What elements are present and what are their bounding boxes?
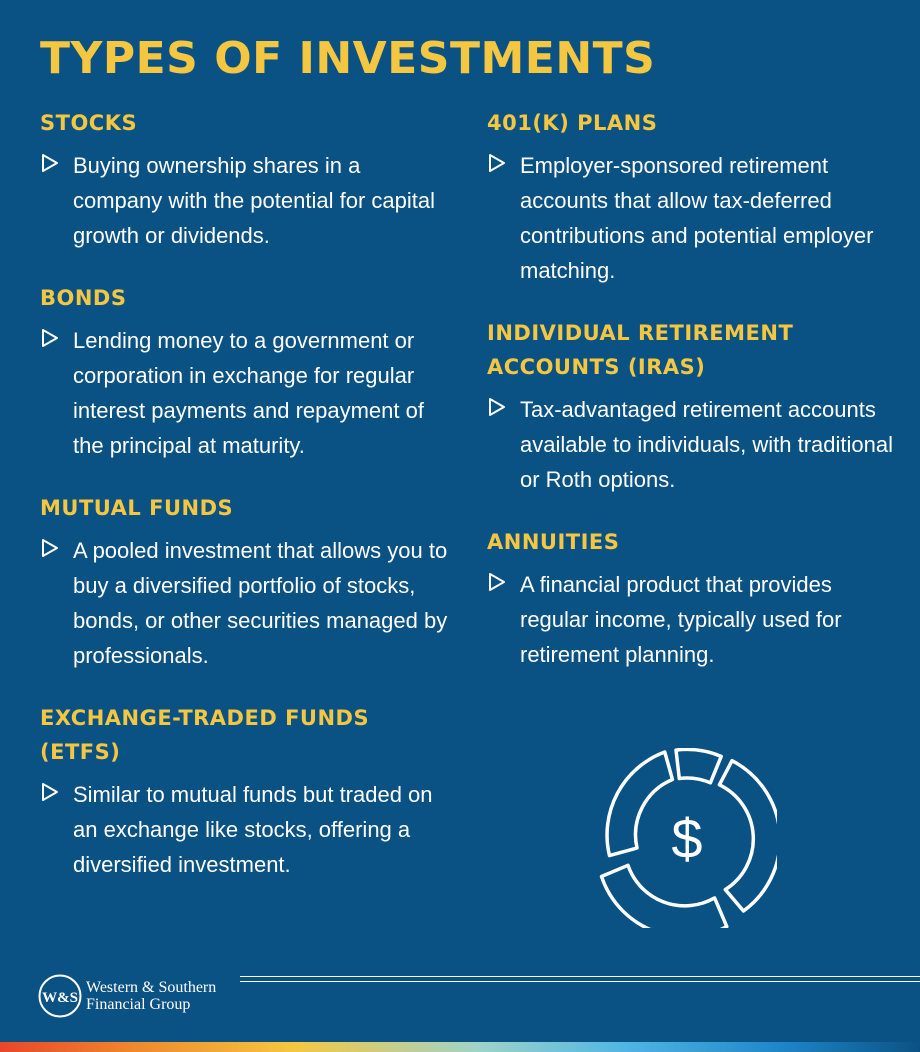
section-text: Buying ownership shares in a company with the potential for capital growth or dividends. bbox=[73, 153, 435, 248]
section-heading: EXCHANGE-TRADED FUNDS (ETFS) bbox=[40, 706, 370, 764]
list-item bbox=[40, 533, 450, 673]
section-etfs bbox=[40, 701, 450, 882]
section-iras bbox=[487, 316, 902, 497]
triangle-bullet-icon bbox=[41, 538, 59, 558]
section-heading: 401(K) PLANS bbox=[487, 111, 658, 135]
list-item bbox=[40, 148, 450, 253]
brand-name bbox=[86, 979, 216, 1013]
list-item bbox=[487, 392, 902, 497]
section-text: Lending money to a government or corporation in exchange for regular interest payments and repayment of the principal at maturity. bbox=[73, 328, 424, 458]
ws-logo-icon bbox=[38, 974, 82, 1018]
section-text: Similar to mutual funds but traded on an exchange like stocks, offering a diversified investment. bbox=[73, 782, 433, 877]
section-text: A financial product that provides regular income, typically used for retirement planning. bbox=[520, 572, 842, 667]
section-heading: INDIVIDUAL RETIREMENT ACCOUNTS (IRAS) bbox=[487, 321, 794, 379]
triangle-bullet-icon bbox=[41, 782, 59, 802]
section-heading: STOCKS bbox=[40, 111, 138, 135]
right-column bbox=[487, 106, 902, 700]
section-heading: MUTUAL FUNDS bbox=[40, 496, 234, 520]
section-bonds bbox=[40, 281, 450, 463]
brand-line-2: Financial Group bbox=[86, 996, 191, 1013]
section-text: A pooled investment that allows you to buy a diversified portfolio of stocks, bonds, or other securities managed by professionals. bbox=[73, 538, 448, 668]
triangle-bullet-icon bbox=[41, 328, 59, 348]
triangle-bullet-icon bbox=[488, 397, 506, 417]
list-item bbox=[40, 777, 450, 882]
dollar-sign-symbol: $ bbox=[671, 807, 703, 870]
section-heading: ANNUITIES bbox=[487, 530, 620, 554]
section-text: Tax-advantaged retirement accounts available to individuals, with traditional or Roth options. bbox=[520, 397, 893, 492]
footer-divider bbox=[240, 976, 920, 982]
brand-line-1: Western & Southern bbox=[86, 979, 217, 996]
list-item bbox=[487, 148, 902, 288]
section-heading: BONDS bbox=[40, 286, 127, 310]
triangle-bullet-icon bbox=[488, 153, 506, 173]
triangle-bullet-icon bbox=[41, 153, 59, 173]
left-column bbox=[40, 106, 450, 910]
logo-mark: W&S bbox=[42, 990, 78, 1006]
section-stocks bbox=[40, 106, 450, 253]
dollar-donut-chart-icon bbox=[597, 748, 777, 928]
section-annuities bbox=[487, 525, 902, 672]
section-401k bbox=[487, 106, 902, 288]
triangle-bullet-icon bbox=[488, 572, 506, 592]
section-text: Employer-sponsored retirement accounts that allow tax-deferred contributions and potential employer matching. bbox=[520, 153, 874, 283]
list-item bbox=[487, 567, 902, 672]
gradient-bar bbox=[0, 1042, 920, 1052]
page-title: TYPES OF INVESTMENTS bbox=[40, 33, 656, 84]
section-mutual-funds bbox=[40, 491, 450, 673]
company-logo bbox=[38, 974, 216, 1018]
list-item bbox=[40, 323, 450, 463]
